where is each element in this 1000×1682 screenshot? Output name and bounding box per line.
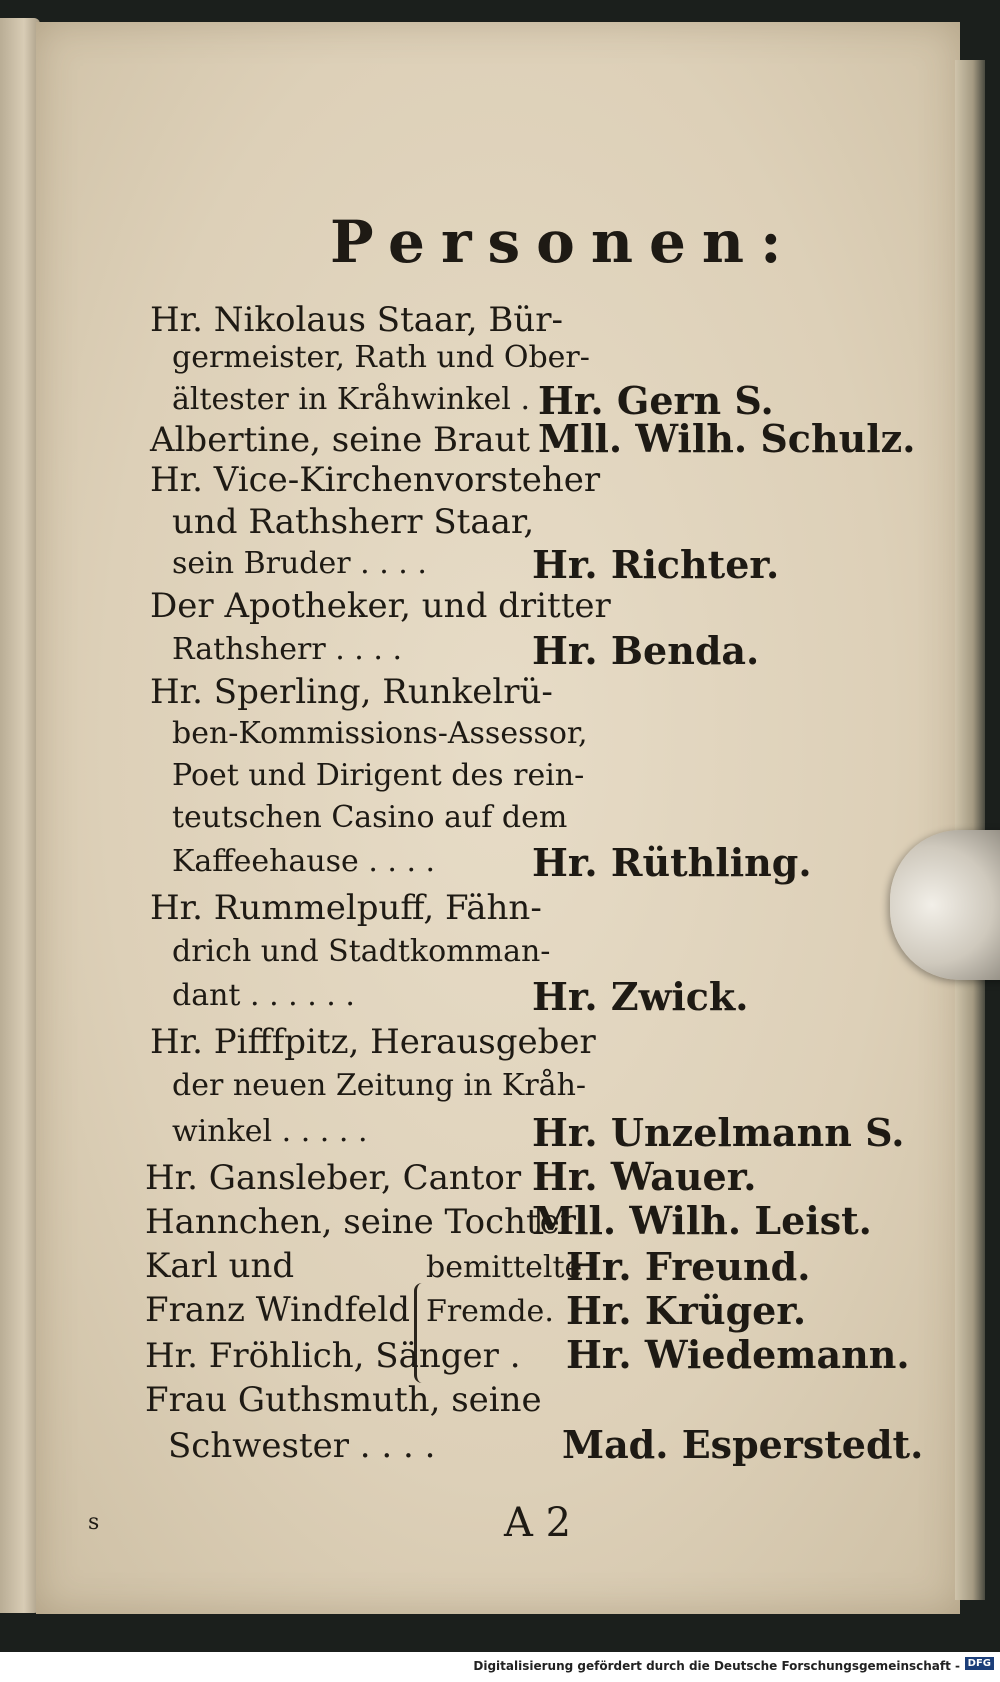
margin-mark: s — [88, 1510, 100, 1535]
cast-role-line: dant . . . . . . — [172, 978, 355, 1013]
cast-actor: Mad. Esperstedt. — [562, 1422, 924, 1467]
signature-mark: A 2 — [504, 1500, 572, 1546]
cast-role-line: bemittelte — [426, 1250, 583, 1285]
cast-role-line: Der Apotheker, und dritter — [150, 586, 611, 626]
cast-actor: Mll. Wilh. Schulz. — [538, 416, 916, 461]
cast-role-line: Franz Windfeld — [145, 1290, 410, 1330]
cast-actor: Hr. Krüger. — [566, 1288, 807, 1333]
cast-role-line: Poet und Dirigent des rein- — [172, 758, 585, 793]
footer-credit: Digitalisierung gefördert durch die Deutsche Forschungsgemeinschaft - — [473, 1659, 960, 1673]
cast-role-line: und Rathsherr Staar, — [172, 502, 535, 542]
dfg-logo: DFG — [965, 1657, 994, 1670]
cast-role-line: Hr. Vice-Kirchenvorsteher — [150, 460, 601, 500]
cast-role-line: Karl und — [145, 1246, 295, 1286]
cast-actor: Hr. Gern S. — [538, 378, 774, 423]
cast-role-line: teutschen Casino auf dem — [172, 800, 568, 835]
cast-role-line: sein Bruder . . . . — [172, 546, 427, 581]
cast-role-line: Hr. Fröhlich, Sänger . — [145, 1336, 521, 1376]
cast-actor: Hr. Richter. — [532, 542, 780, 587]
cast-role-line: Kaffeehause . . . . — [172, 844, 436, 879]
cast-role-line: Schwester . . . . — [168, 1426, 436, 1466]
page-title: Personen: — [330, 208, 798, 276]
cast-role-line: Hr. Nikolaus Staar, Bür- — [150, 300, 564, 340]
cast-role-line: der neuen Zeitung in Kråh- — [172, 1068, 587, 1103]
cast-actor: Hr. Rüthling. — [532, 840, 812, 885]
cast-role-line: Albertine, seine Braut — [150, 420, 531, 460]
cast-actor: Hr. Zwick. — [532, 974, 749, 1019]
cast-role-line: ältester in Kråhwinkel . — [172, 382, 530, 417]
cast-role-line: Frau Guthsmuth, seine — [145, 1380, 542, 1420]
cast-role-line: Hannchen, seine Tochter — [145, 1202, 577, 1242]
cast-role-line: germeister, Rath und Ober- — [172, 340, 590, 375]
cast-role-line: Hr. Pifffpitz, Herausgeber — [150, 1022, 596, 1062]
footer-bar — [0, 1652, 1000, 1682]
cast-role-line: Hr. Rummelpuff, Fähn- — [150, 888, 542, 928]
cast-actor: Hr. Wauer. — [532, 1154, 757, 1199]
cast-role-line: Hr. Sperling, Runkelrü- — [150, 672, 553, 712]
cast-role-line: winkel . . . . . — [172, 1114, 368, 1149]
cast-actor: Mll. Wilh. Leist. — [532, 1198, 872, 1243]
cast-actor: Hr. Benda. — [532, 628, 760, 673]
cast-role-line: drich und Stadtkomman- — [172, 934, 551, 969]
cast-actor: Hr. Wiedemann. — [566, 1332, 910, 1377]
cast-role-line: ben-Kommissions-Assessor, — [172, 716, 588, 751]
cast-role-line: Fremde. — [426, 1294, 554, 1329]
cast-actor: Hr. Freund. — [566, 1244, 811, 1289]
cast-role-line: Hr. Gansleber, Cantor — [145, 1158, 522, 1198]
cast-role-line: Rathsherr . . . . — [172, 632, 402, 667]
cast-actor: Hr. Unzelmann S. — [532, 1110, 905, 1155]
